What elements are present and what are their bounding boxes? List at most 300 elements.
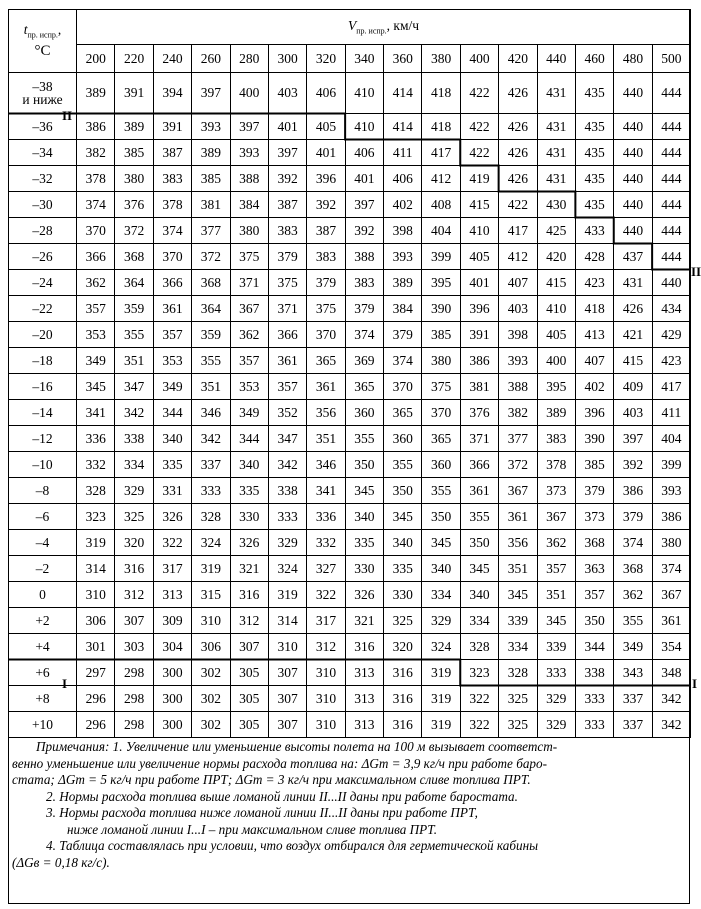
fuel-norm-cell: 431 <box>537 73 575 114</box>
fuel-norm-cell: 300 <box>153 660 191 686</box>
fuel-norm-cell: 326 <box>345 582 383 608</box>
temp-unit: °C <box>34 42 51 59</box>
fuel-norm-cell: 346 <box>307 452 345 478</box>
fuel-norm-cell: 398 <box>499 322 537 348</box>
fuel-norm-cell: 388 <box>345 244 383 270</box>
fuel-norm-cell: 415 <box>460 192 498 218</box>
fuel-norm-cell: 400 <box>537 348 575 374</box>
temp-subscript: пр. испр. <box>27 30 58 40</box>
fuel-norm-cell: 342 <box>652 712 690 738</box>
fuel-norm-cell: 422 <box>499 192 537 218</box>
fuel-norm-cell: 402 <box>384 192 422 218</box>
fuel-norm-cell: 385 <box>575 452 613 478</box>
fuel-norm-cell: 422 <box>460 73 498 114</box>
fuel-norm-cell: 328 <box>499 660 537 686</box>
fuel-norm-cell: 335 <box>153 452 191 478</box>
fuel-norm-cell: 435 <box>575 192 613 218</box>
fuel-norm-cell: 338 <box>575 660 613 686</box>
fuel-norm-cell: 344 <box>575 634 613 660</box>
speed-value: 240 <box>153 45 191 73</box>
fuel-norm-cell: 347 <box>268 426 306 452</box>
fuel-norm-cell: 357 <box>77 296 115 322</box>
fuel-norm-cell: 319 <box>422 686 460 712</box>
fuel-norm-cell: 341 <box>307 478 345 504</box>
fuel-norm-cell: 320 <box>115 530 153 556</box>
fuel-norm-cell: 300 <box>153 712 191 738</box>
fuel-norm-cell: 350 <box>384 478 422 504</box>
fuel-norm-cell: 379 <box>268 244 306 270</box>
note-1-line-c: стата; ΔGт = 5 кг/ч при работе ПРТ; ΔGт = 3 кг/ч при максимальном сливе топлива ПРТ. <box>12 772 531 787</box>
temperature-cell: –20 <box>9 322 77 348</box>
fuel-norm-cell: 310 <box>268 634 306 660</box>
fuel-norm-cell: 356 <box>499 530 537 556</box>
fuel-norm-cell: 391 <box>460 322 498 348</box>
fuel-norm-cell: 329 <box>537 686 575 712</box>
table-row <box>9 244 691 270</box>
temperature-cell: +2 <box>9 608 77 634</box>
table-row <box>9 192 691 218</box>
fuel-norm-cell: 351 <box>499 556 537 582</box>
fuel-norm-cell: 305 <box>230 660 268 686</box>
fuel-norm-cell: 422 <box>460 140 498 166</box>
fuel-norm-cell: 325 <box>115 504 153 530</box>
fuel-norm-cell: 323 <box>77 504 115 530</box>
temperature-cell: –16 <box>9 374 77 400</box>
fuel-norm-cell: 342 <box>192 426 230 452</box>
note-1-line-a: Примечания: 1. Увеличение или уменьшение высоты полета на 100 м вызывает соответст- <box>36 739 558 754</box>
fuel-norm-cell: 335 <box>230 478 268 504</box>
fuel-norm-cell: 340 <box>153 426 191 452</box>
fuel-norm-cell: 376 <box>460 400 498 426</box>
fuel-norm-cell: 333 <box>192 478 230 504</box>
fuel-norm-cell: 345 <box>499 582 537 608</box>
table-row <box>9 582 691 608</box>
fuel-norm-cell: 332 <box>77 452 115 478</box>
fuel-norm-cell: 440 <box>614 166 652 192</box>
fuel-norm-cell: 382 <box>499 400 537 426</box>
fuel-norm-cell: 334 <box>115 452 153 478</box>
fuel-norm-cell: 360 <box>422 452 460 478</box>
fuel-norm-cell: 390 <box>422 296 460 322</box>
fuel-norm-cell: 380 <box>422 348 460 374</box>
table-row <box>9 504 691 530</box>
fuel-norm-cell: 426 <box>499 114 537 140</box>
fuel-norm-cell: 409 <box>614 374 652 400</box>
note-4-line-a: 4. Таблица составлялась при условии, что воздух отбирался для герметической кабины <box>46 838 539 853</box>
speed-header <box>77 10 691 45</box>
fuel-norm-cell: 354 <box>652 634 690 660</box>
fuel-norm-cell: 298 <box>115 660 153 686</box>
fuel-norm-cell: 317 <box>153 556 191 582</box>
fuel-norm-cell: 309 <box>153 608 191 634</box>
fuel-norm-cell: 302 <box>192 686 230 712</box>
fuel-norm-cell: 340 <box>460 582 498 608</box>
fuel-norm-cell: 337 <box>614 712 652 738</box>
fuel-norm-cell: 327 <box>307 556 345 582</box>
fuel-norm-cell: 400 <box>230 73 268 114</box>
fuel-norm-cell: 320 <box>384 634 422 660</box>
fuel-norm-cell: 410 <box>345 73 383 114</box>
fuel-norm-cell: 435 <box>575 73 613 114</box>
speed-value: 460 <box>575 45 613 73</box>
fuel-norm-cell: 426 <box>499 166 537 192</box>
fuel-norm-cell: 325 <box>384 608 422 634</box>
table-row <box>9 530 691 556</box>
fuel-norm-cell: 345 <box>77 374 115 400</box>
fuel-norm-cell: 444 <box>652 218 690 244</box>
fuel-norm-cell: 403 <box>268 73 306 114</box>
speed-value: 280 <box>230 45 268 73</box>
fuel-norm-cell: 365 <box>422 426 460 452</box>
fuel-norm-cell: 386 <box>652 504 690 530</box>
fuel-norm-cell: 435 <box>575 166 613 192</box>
fuel-norm-cell: 392 <box>307 192 345 218</box>
fuel-norm-cell: 410 <box>537 296 575 322</box>
table-row <box>9 608 691 634</box>
fuel-norm-cell: 297 <box>77 660 115 686</box>
table-row <box>9 270 691 296</box>
fuel-norm-cell: 391 <box>153 114 191 140</box>
fuel-norm-cell: 393 <box>499 348 537 374</box>
speed-value: 320 <box>307 45 345 73</box>
fuel-norm-cell: 305 <box>230 712 268 738</box>
fuel-norm-cell: 394 <box>153 73 191 114</box>
fuel-norm-cell: 389 <box>115 114 153 140</box>
speed-value: 380 <box>422 45 460 73</box>
fuel-norm-cell: 434 <box>652 296 690 322</box>
temperature-cell: –22 <box>9 296 77 322</box>
fuel-norm-cell: 319 <box>77 530 115 556</box>
fuel-norm-cell: 350 <box>345 452 383 478</box>
fuel-norm-cell: 406 <box>307 73 345 114</box>
fuel-norm-cell: 333 <box>575 712 613 738</box>
fuel-norm-cell: 395 <box>422 270 460 296</box>
fuel-norm-cell: 395 <box>537 374 575 400</box>
table-row <box>9 296 691 322</box>
fuel-norm-cell: 340 <box>384 530 422 556</box>
fuel-norm-cell: 313 <box>345 712 383 738</box>
fuel-norm-cell: 371 <box>268 296 306 322</box>
fuel-norm-cell: 368 <box>575 530 613 556</box>
fuel-norm-cell: 385 <box>115 140 153 166</box>
fuel-norm-cell: 310 <box>307 712 345 738</box>
fuel-norm-cell: 344 <box>153 400 191 426</box>
fuel-norm-cell: 386 <box>614 478 652 504</box>
temperature-header <box>9 10 77 73</box>
fuel-norm-cell: 355 <box>192 348 230 374</box>
fuel-norm-cell: 422 <box>460 114 498 140</box>
fuel-norm-cell: 321 <box>345 608 383 634</box>
fuel-norm-cell: 384 <box>384 296 422 322</box>
fuel-norms-table <box>8 9 691 738</box>
fuel-norm-cell: 386 <box>460 348 498 374</box>
table-row <box>9 322 691 348</box>
temperature-cell: –4 <box>9 530 77 556</box>
fuel-norm-cell: 391 <box>115 73 153 114</box>
fuel-norm-cell: 426 <box>499 73 537 114</box>
fuel-norm-cell: 392 <box>614 452 652 478</box>
speed-value: 340 <box>345 45 383 73</box>
fuel-norm-cell: 372 <box>115 218 153 244</box>
fuel-norm-cell: 425 <box>537 218 575 244</box>
speed-subscript: пр. испр. <box>356 26 387 36</box>
fuel-norm-cell: 373 <box>575 504 613 530</box>
table-row <box>9 374 691 400</box>
fuel-norm-cell: 357 <box>153 322 191 348</box>
fuel-norm-cell: 379 <box>307 270 345 296</box>
fuel-norm-cell: 342 <box>652 686 690 712</box>
fuel-norm-cell: 350 <box>422 504 460 530</box>
fuel-norm-cell: 339 <box>537 634 575 660</box>
fuel-norm-cell: 382 <box>77 140 115 166</box>
fuel-norm-cell: 319 <box>192 556 230 582</box>
fuel-norm-cell: 307 <box>115 608 153 634</box>
fuel-norm-cell: 310 <box>192 608 230 634</box>
fuel-norm-cell: 323 <box>460 660 498 686</box>
fuel-norm-cell: 369 <box>345 348 383 374</box>
temperature-cell: –10 <box>9 452 77 478</box>
fuel-norm-cell: 421 <box>614 322 652 348</box>
fuel-norm-cell: 396 <box>575 400 613 426</box>
fuel-norm-cell: 349 <box>153 374 191 400</box>
fuel-norm-cell: 322 <box>460 686 498 712</box>
fuel-norm-cell: 346 <box>192 400 230 426</box>
temperature-cell: –28 <box>9 218 77 244</box>
temperature-cell-line: –38 <box>32 78 53 94</box>
fuel-norm-cell: 389 <box>384 270 422 296</box>
fuel-norm-cell: 430 <box>537 192 575 218</box>
fuel-norm-cell: 310 <box>77 582 115 608</box>
fuel-norm-cell: 337 <box>192 452 230 478</box>
fuel-norm-cell: 423 <box>652 348 690 374</box>
table-row <box>9 452 691 478</box>
fuel-norm-cell: 334 <box>460 608 498 634</box>
fuel-norm-cell: 404 <box>422 218 460 244</box>
fuel-norm-cell: 363 <box>575 556 613 582</box>
fuel-norm-cell: 361 <box>652 608 690 634</box>
fuel-norm-cell: 345 <box>384 504 422 530</box>
fuel-norm-cell: 405 <box>307 114 345 140</box>
fuel-norm-cell: 371 <box>230 270 268 296</box>
fuel-norm-cell: 366 <box>268 322 306 348</box>
fuel-norm-cell: 418 <box>575 296 613 322</box>
fuel-norm-cell: 322 <box>153 530 191 556</box>
speed-value: 480 <box>614 45 652 73</box>
fuel-norm-cell: 428 <box>575 244 613 270</box>
fuel-norm-cell: 316 <box>230 582 268 608</box>
fuel-norm-cell: 440 <box>614 73 652 114</box>
fuel-norm-cell: 298 <box>115 686 153 712</box>
fuel-norm-cell: 387 <box>153 140 191 166</box>
fuel-norm-cell: 401 <box>268 114 306 140</box>
fuel-norm-cell: 383 <box>537 426 575 452</box>
fuel-norm-cell: 312 <box>230 608 268 634</box>
fuel-norm-cell: 351 <box>307 426 345 452</box>
temperature-cell: –6 <box>9 504 77 530</box>
fuel-norm-cell: 356 <box>307 400 345 426</box>
fuel-norm-cell: 328 <box>77 478 115 504</box>
fuel-norm-cell: 360 <box>345 400 383 426</box>
fuel-norm-cell: 405 <box>537 322 575 348</box>
fuel-norm-cell: 341 <box>77 400 115 426</box>
line-label-II-right: II <box>691 264 701 279</box>
temperature-cell: +6 <box>9 660 77 686</box>
fuel-norm-cell: 353 <box>153 348 191 374</box>
fuel-norm-cell: 403 <box>614 400 652 426</box>
fuel-norm-cell: 431 <box>537 140 575 166</box>
temperature-cell: 0 <box>9 582 77 608</box>
fuel-norm-cell: 330 <box>230 504 268 530</box>
fuel-norm-cell: 314 <box>268 608 306 634</box>
fuel-norm-cell: 379 <box>345 296 383 322</box>
fuel-norm-cell: 316 <box>384 660 422 686</box>
table-row <box>9 634 691 660</box>
fuel-norm-cell: 370 <box>384 374 422 400</box>
fuel-norm-cell: 304 <box>153 634 191 660</box>
fuel-norm-cell: 332 <box>307 530 345 556</box>
fuel-norm-cell: 413 <box>575 322 613 348</box>
fuel-norm-cell: 359 <box>115 296 153 322</box>
fuel-norm-cell: 374 <box>652 556 690 582</box>
fuel-norm-cell: 376 <box>115 192 153 218</box>
fuel-norm-cell: 444 <box>652 192 690 218</box>
fuel-norm-cell: 370 <box>77 218 115 244</box>
fuel-norm-cell: 312 <box>115 582 153 608</box>
fuel-norm-cell: 316 <box>345 634 383 660</box>
fuel-norm-cell: 374 <box>614 530 652 556</box>
fuel-norm-cell: 440 <box>614 218 652 244</box>
fuel-norm-cell: 393 <box>192 114 230 140</box>
fuel-norm-cell: 381 <box>460 374 498 400</box>
fuel-norm-cell: 433 <box>575 218 613 244</box>
fuel-norm-cell: 338 <box>115 426 153 452</box>
fuel-norm-cell: 414 <box>384 114 422 140</box>
notes-section <box>12 739 684 871</box>
fuel-norm-cell: 370 <box>307 322 345 348</box>
fuel-norm-cell: 345 <box>537 608 575 634</box>
fuel-norm-cell: 361 <box>307 374 345 400</box>
fuel-norm-cell: 415 <box>614 348 652 374</box>
fuel-norm-cell: 351 <box>115 348 153 374</box>
fuel-norm-cell: 417 <box>499 218 537 244</box>
temperature-cell: –26 <box>9 244 77 270</box>
fuel-norm-cell: 319 <box>422 660 460 686</box>
fuel-norm-cell: 401 <box>307 140 345 166</box>
fuel-norm-cell: 362 <box>230 322 268 348</box>
fuel-norm-cell: 361 <box>268 348 306 374</box>
fuel-norm-cell: 300 <box>153 686 191 712</box>
speed-value: 420 <box>499 45 537 73</box>
temperature-cell: –8 <box>9 478 77 504</box>
fuel-norm-cell: 375 <box>268 270 306 296</box>
fuel-norm-cell: 302 <box>192 712 230 738</box>
fuel-norm-cell: 367 <box>652 582 690 608</box>
fuel-norm-cell: 345 <box>422 530 460 556</box>
fuel-norm-cell: 414 <box>384 73 422 114</box>
fuel-norm-cell: 364 <box>192 296 230 322</box>
fuel-norm-cell: 351 <box>537 582 575 608</box>
fuel-norm-cell: 380 <box>652 530 690 556</box>
speed-value: 220 <box>115 45 153 73</box>
note-2: 2. Нормы расхода топлива выше ломаной линии II...II даны при работе бaростата. <box>46 788 518 804</box>
speed-value: 500 <box>652 45 690 73</box>
fuel-norm-cell: 440 <box>614 192 652 218</box>
fuel-norm-cell: 396 <box>307 166 345 192</box>
fuel-norm-cell: 329 <box>115 478 153 504</box>
speed-value: 300 <box>268 45 306 73</box>
fuel-norm-cell: 329 <box>268 530 306 556</box>
fuel-norm-cell: 383 <box>307 244 345 270</box>
fuel-norm-cell: 338 <box>268 478 306 504</box>
fuel-norm-cell: 340 <box>422 556 460 582</box>
fuel-norm-cell: 313 <box>345 660 383 686</box>
fuel-norm-cell: 330 <box>384 582 422 608</box>
fuel-norm-cell: 321 <box>230 556 268 582</box>
fuel-norm-cell: 435 <box>575 140 613 166</box>
fuel-norm-cell: 368 <box>115 244 153 270</box>
fuel-norm-cell: 342 <box>115 400 153 426</box>
fuel-norm-cell: 316 <box>384 686 422 712</box>
fuel-norm-cell: 336 <box>307 504 345 530</box>
fuel-norm-cell: 319 <box>268 582 306 608</box>
fuel-norm-cell: 307 <box>268 712 306 738</box>
fuel-norm-cell: 340 <box>230 452 268 478</box>
fuel-norm-cell: 362 <box>77 270 115 296</box>
fuel-norm-cell: 389 <box>77 73 115 114</box>
fuel-norm-cell: 429 <box>652 322 690 348</box>
temperature-cell: +10 <box>9 712 77 738</box>
fuel-norm-cell: 387 <box>307 218 345 244</box>
fuel-norm-cell: 440 <box>614 114 652 140</box>
fuel-norm-cell: 357 <box>537 556 575 582</box>
fuel-norm-cell: 387 <box>268 192 306 218</box>
fuel-norm-cell: 410 <box>460 218 498 244</box>
note-4-line-b: (ΔGв = 0,18 кг/с). <box>12 854 110 870</box>
fuel-norm-cell: 370 <box>153 244 191 270</box>
fuel-norm-cell: 325 <box>499 686 537 712</box>
fuel-norm-cell: 386 <box>77 114 115 140</box>
fuel-norm-cell: 412 <box>422 166 460 192</box>
fuel-norm-cell: 319 <box>422 712 460 738</box>
fuel-norm-cell: 383 <box>153 166 191 192</box>
fuel-norm-cell: 370 <box>422 400 460 426</box>
fuel-norm-cell: 375 <box>307 296 345 322</box>
fuel-norm-cell: 396 <box>460 296 498 322</box>
fuel-norm-cell: 298 <box>115 712 153 738</box>
fuel-norm-cell: 426 <box>614 296 652 322</box>
fuel-norm-cell: 324 <box>192 530 230 556</box>
fuel-norm-cell: 355 <box>422 478 460 504</box>
fuel-norm-cell: 444 <box>652 244 690 270</box>
fuel-norm-cell: 431 <box>537 114 575 140</box>
fuel-norm-cell: 305 <box>230 686 268 712</box>
fuel-norm-cell: 392 <box>345 218 383 244</box>
speed-value: 200 <box>77 45 115 73</box>
fuel-norm-cell: 357 <box>230 348 268 374</box>
fuel-norm-cell: 377 <box>499 426 537 452</box>
temperature-cell: –2 <box>9 556 77 582</box>
fuel-norm-cell: 401 <box>345 166 383 192</box>
fuel-norm-cell: 331 <box>153 478 191 504</box>
note-3-line-a: 3. Нормы расхода топлива ниже ломаной линии II...II даны при работе ПРТ, <box>46 805 478 820</box>
fuel-norm-cell: 372 <box>499 452 537 478</box>
fuel-norm-cell: 352 <box>268 400 306 426</box>
fuel-norm-cell: 353 <box>77 322 115 348</box>
table-row <box>9 218 691 244</box>
fuel-norm-cell: 393 <box>230 140 268 166</box>
fuel-norm-cell: 362 <box>614 582 652 608</box>
fuel-norm-cell: 418 <box>422 114 460 140</box>
